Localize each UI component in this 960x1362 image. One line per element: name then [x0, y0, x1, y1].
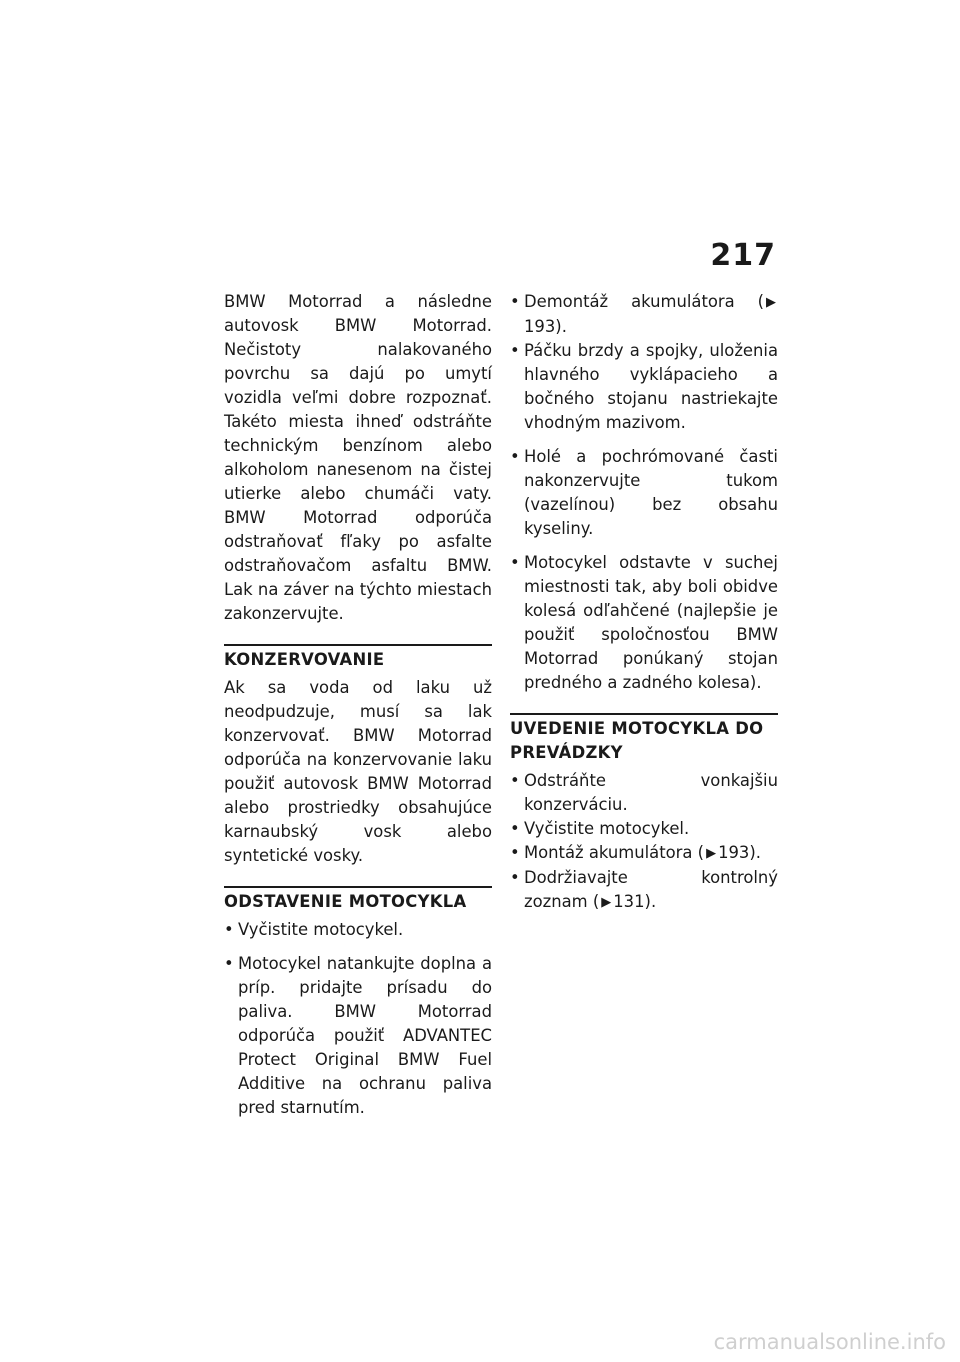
page-reference-link[interactable]: 131: [613, 892, 645, 911]
page-reference-link[interactable]: 193: [524, 317, 556, 336]
bullet-icon: •: [510, 771, 520, 790]
list-item: • Páčku brzdy a spojky, uloženia hlavného vyklápacieho a bočného stojanu nastriekajte vhodným mazivom.: [510, 341, 778, 432]
list-item: • Demontáž akumulátora ( ▶193).: [510, 292, 776, 336]
list-item: • Motocykel odstavte v suchej miestnosti tak, aby boli obidve kolesá odľahčené (najlepšie je použiť spoločnosťou BMW Motorrad ponúkaný stojan predného a zadného kolesa).: [510, 553, 778, 692]
heading-odstavenie: ODSTAVENIE MOTOCYKLA: [224, 886, 492, 914]
storage-steps-list: [510, 290, 778, 695]
page-number: 217: [710, 238, 776, 273]
list-item: • Odstráňte vonkajšiu konzerváciu.: [510, 771, 778, 814]
bullet-icon: •: [510, 553, 520, 572]
list-item: • Holé a pochrómované časti nakonzervujte tukom (vazelínou) bez obsahu kyseliny.: [510, 447, 778, 538]
odstavenie-list: [224, 918, 492, 1120]
arrow-reference-icon: ▶: [706, 846, 717, 861]
bullet-icon: •: [510, 819, 520, 838]
list-item: • Montáž akumulátora ( ▶ 193).: [510, 841, 778, 866]
list-item: • Dodržiavajte kontrolný zoznam ( ▶ 131).: [510, 866, 778, 915]
list-item: • Vyčistite motocykel.: [224, 918, 492, 942]
heading-uvedenie: UVEDENIE MOTOCYKLA DO PREVÁDZKY: [510, 713, 778, 765]
konzervovanie-paragraph: Ak sa voda od laku už neodpudzuje, musí sa lak konzervovať. BMW Motorrad odporúča na konzervovanie laku použiť autovosk BMW Motorrad alebo prostriedky obsahujúce karnaubský vosk alebo syntetické vosky.: [224, 678, 492, 865]
page-reference-link[interactable]: 193: [718, 843, 750, 862]
watermark: carmanualsonline.info: [713, 1330, 946, 1354]
bullet-icon: •: [510, 341, 520, 360]
intro-paragraph: BMW Motorrad a následne autovosk BMW Motorrad. Nečistoty nalakovaného povrchu sa dajú po umytí vozidla veľmi dobre rozpoznať. Takéto miesta ihneď odstráňte technickým benzínom alebo alkoholom nanesenom na čistej utierke alebo chumáči vaty. BMW Motorrad odporúča odstraňovať fľaky po asfalte odstraňovačom asfaltu BMW. Lak na záver na týchto miestach zakonzervujte.: [224, 292, 492, 623]
heading-konzervovanie: KONZERVOVANIE: [224, 644, 492, 672]
list-item: • Vyčistite motocykel.: [510, 817, 778, 841]
left-column: [224, 290, 492, 1120]
uvedenie-list: [510, 769, 778, 915]
bullet-icon: •: [510, 868, 520, 887]
arrow-reference-icon: ▶: [601, 895, 612, 910]
bullet-icon: •: [224, 954, 234, 973]
list-item: • Motocykel natankujte doplna a príp. pridajte prísadu do paliva. BMW Motorrad odporúča použiť ADVANTEC Protect Original BMW Fuel Additive na ochranu paliva pred starnutím.: [224, 954, 492, 1117]
arrow-reference-icon: ▶: [766, 295, 776, 310]
bullet-icon: •: [224, 920, 234, 939]
right-column: [510, 290, 778, 915]
bullet-icon: •: [510, 447, 520, 466]
bullet-icon: •: [510, 843, 520, 862]
bullet-icon: •: [510, 292, 520, 311]
